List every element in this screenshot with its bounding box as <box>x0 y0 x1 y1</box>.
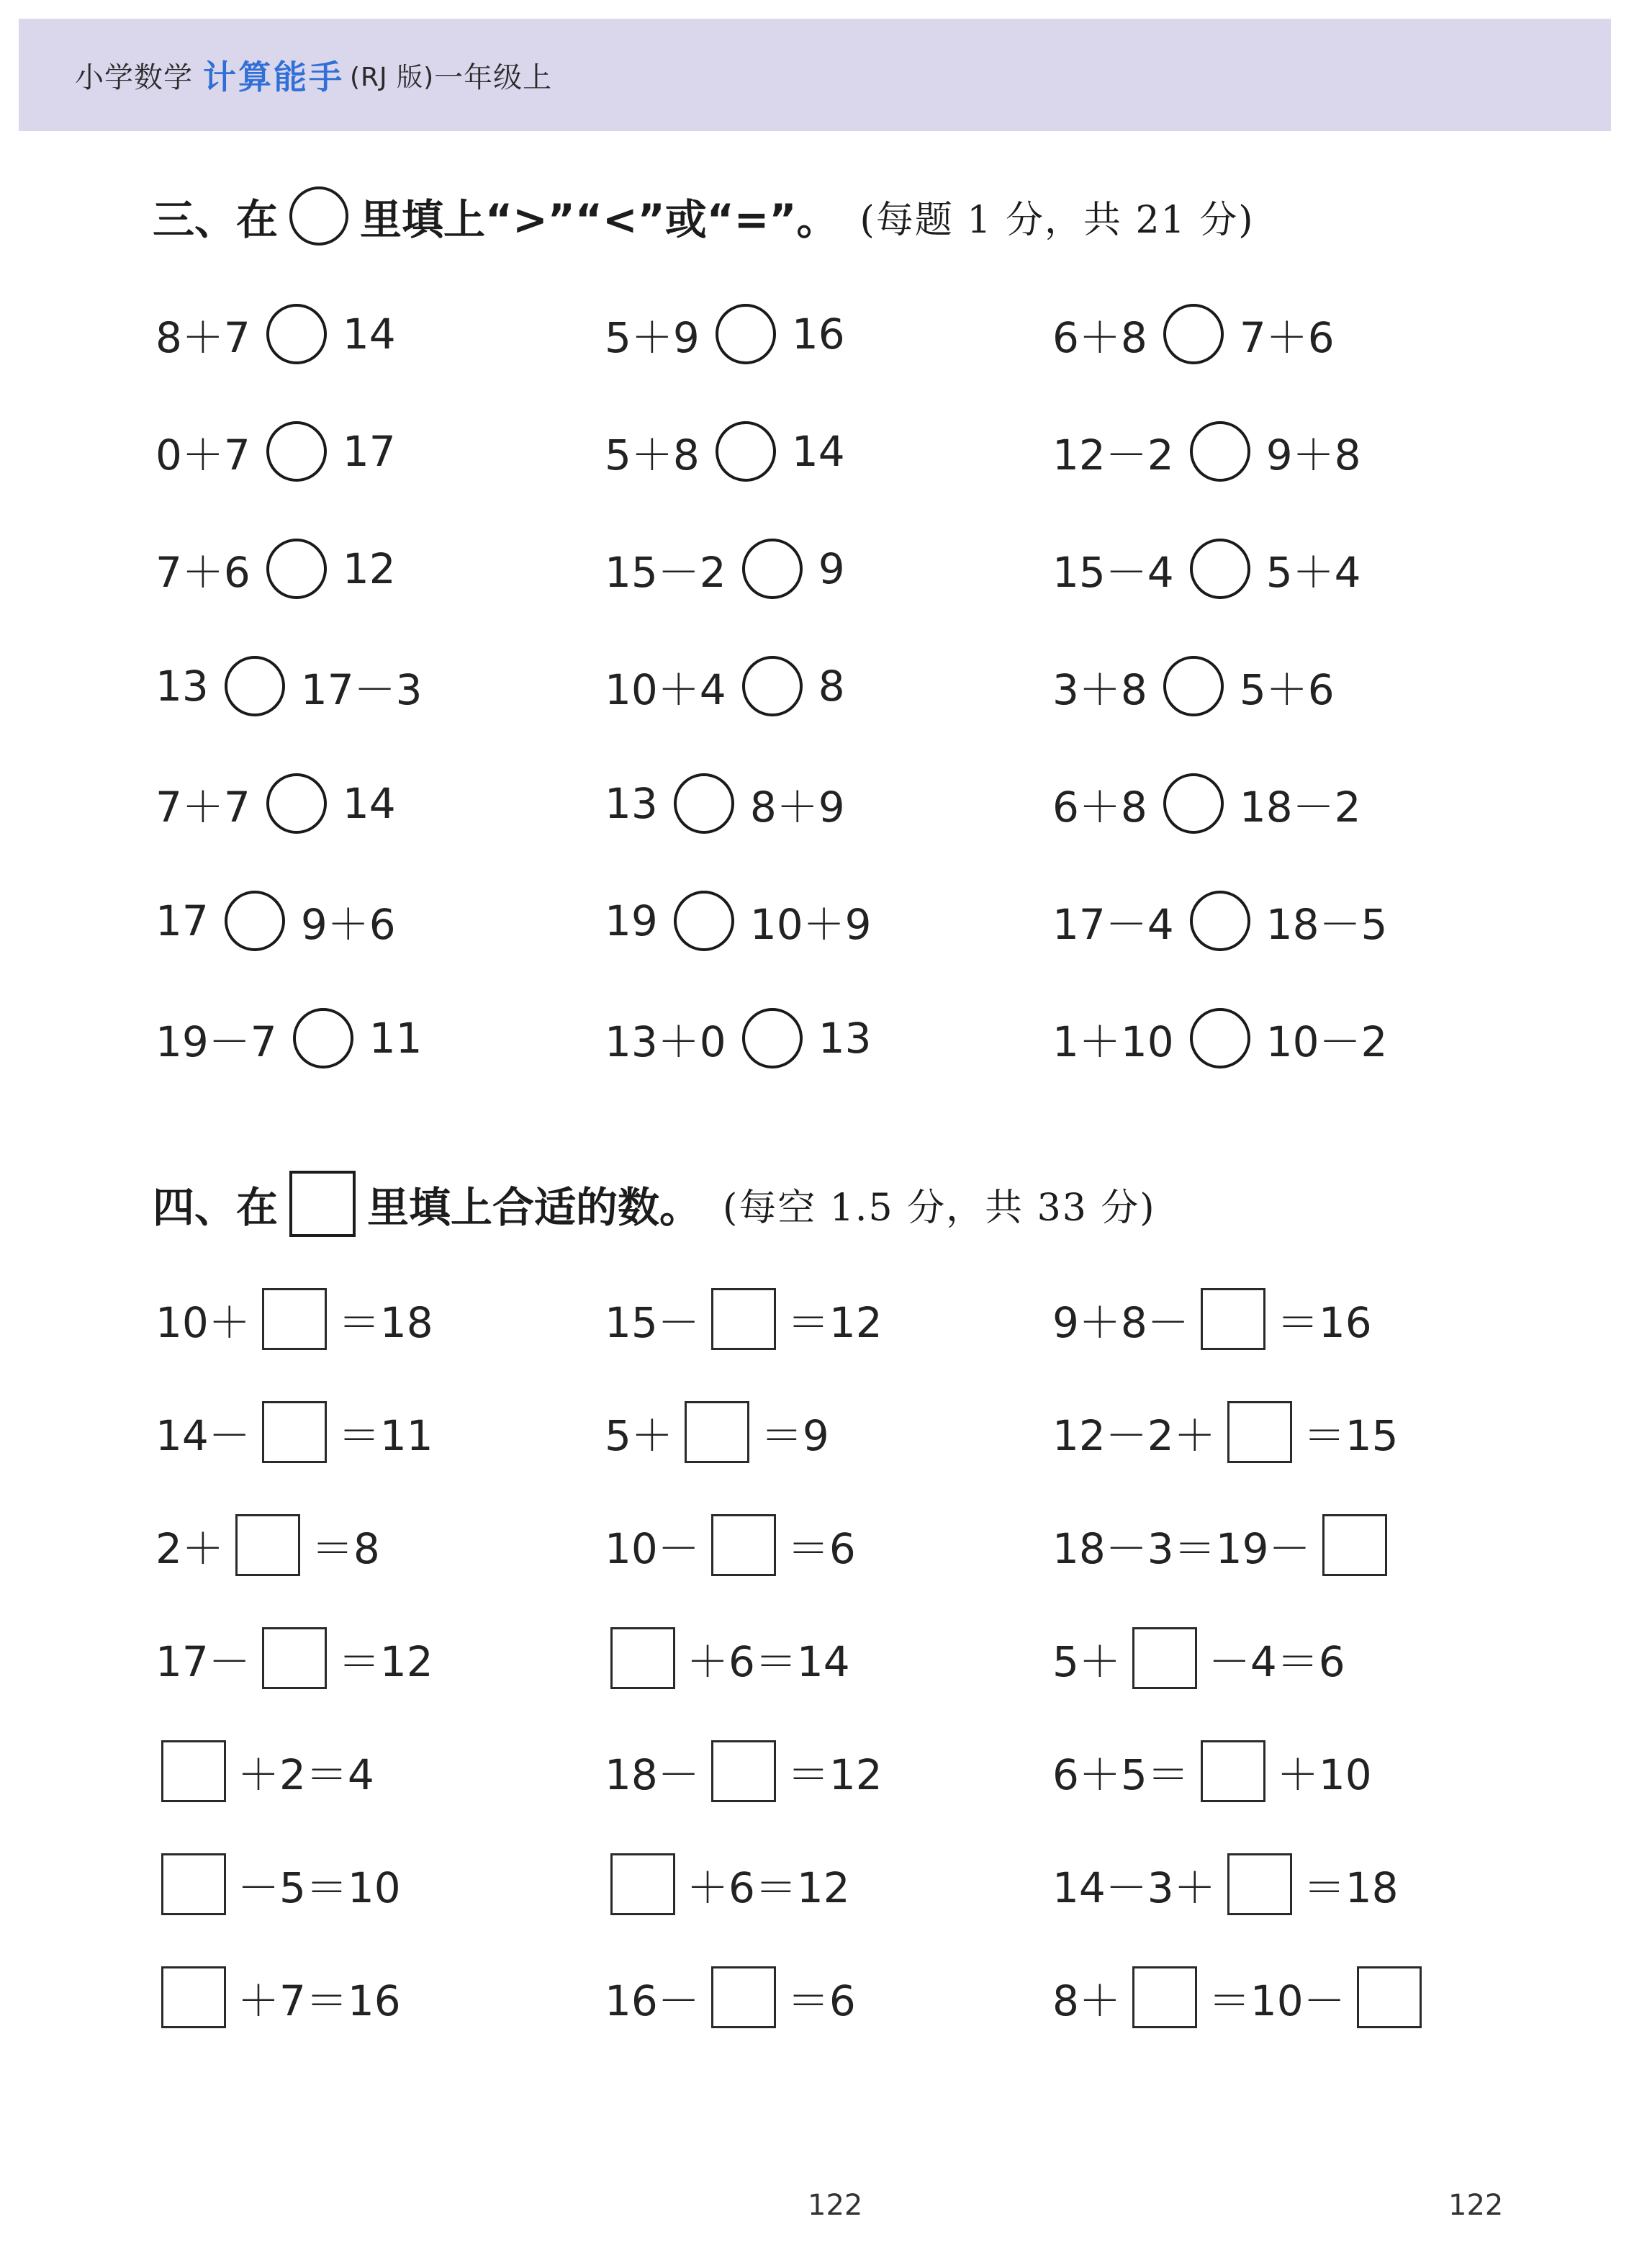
problem-row <box>0 1961 1629 2033</box>
problem-row <box>0 1283 1629 1355</box>
left-expression: 17 <box>155 896 209 945</box>
fill-problem <box>1050 1509 1396 1581</box>
expression-text: 17－ <box>155 1637 251 1686</box>
left-expression: 13＋0 <box>605 1017 726 1066</box>
expression-text: ＝18 <box>338 1298 433 1347</box>
compare-problem <box>153 1002 425 1074</box>
answer-circle[interactable] <box>742 539 803 599</box>
answer-circle[interactable] <box>1163 773 1224 834</box>
expression-text: 10－ <box>605 1524 700 1573</box>
left-expression: 6＋8 <box>1052 783 1147 832</box>
right-expression: 18－5 <box>1265 900 1388 949</box>
header-grade: 一年级上 <box>434 60 553 94</box>
answer-box[interactable] <box>610 1853 675 1915</box>
right-expression: 18－2 <box>1239 783 1361 832</box>
answer-box[interactable] <box>161 1966 226 2028</box>
answer-circle[interactable] <box>1190 421 1250 482</box>
expression-text: 9＋8－ <box>1052 1298 1189 1347</box>
compare-problem <box>1050 1002 1390 1074</box>
section4-note: (每空 1.5 分，共 33 分) <box>723 1186 1156 1230</box>
problem-row <box>0 1002 1629 1074</box>
problem-row <box>0 298 1629 370</box>
fill-problem <box>153 1509 383 1581</box>
compare-problem <box>602 298 848 370</box>
answer-box[interactable] <box>262 1627 327 1689</box>
right-expression: 12 <box>342 544 396 593</box>
left-expression: 5＋8 <box>605 431 700 480</box>
left-expression: 19－7 <box>155 1017 277 1066</box>
answer-circle[interactable] <box>225 891 285 951</box>
expression-text: ＝6 <box>787 1976 856 2025</box>
answer-circle[interactable] <box>674 891 734 951</box>
fill-problem <box>602 1848 853 1920</box>
fill-problem <box>1050 1848 1402 1920</box>
problem-row <box>0 533 1629 605</box>
left-expression: 19 <box>605 896 658 945</box>
problem-row <box>0 1848 1629 1920</box>
circle-symbol-icon <box>289 186 348 246</box>
fill-problem <box>602 1961 859 2033</box>
left-expression: 15－2 <box>605 548 726 597</box>
right-expression: 11 <box>369 1014 423 1063</box>
answer-circle[interactable] <box>266 539 327 599</box>
section3-title-b: 里填上“>”“<”或“=”。 <box>360 195 839 244</box>
answer-circle[interactable] <box>1190 891 1250 951</box>
left-expression: 1＋10 <box>1052 1017 1174 1066</box>
header-prefix: 小学数学 <box>75 60 193 94</box>
expression-text: 16－ <box>605 1976 700 2025</box>
expression-text: ＝12 <box>787 1298 883 1347</box>
compare-problem <box>602 885 875 957</box>
problem-row <box>0 768 1629 840</box>
compare-problem <box>153 533 399 605</box>
expression-text: －5＝10 <box>238 1863 401 1912</box>
right-expression: 7＋6 <box>1239 313 1335 362</box>
answer-box[interactable] <box>1227 1853 1292 1915</box>
compare-problem <box>602 415 848 487</box>
fill-problem <box>153 1848 404 1920</box>
section3-title-a: 三、在 <box>153 195 279 244</box>
expression-text: ＋6＝14 <box>687 1637 850 1686</box>
section4-title-b: 里填上合适的数。 <box>367 1183 702 1232</box>
answer-box[interactable] <box>1357 1966 1422 2028</box>
expression-text: ＋6＝12 <box>687 1863 850 1912</box>
expression-text: ＋2＝4 <box>238 1750 374 1799</box>
answer-box[interactable] <box>711 1740 776 1802</box>
fill-problem <box>602 1396 832 1468</box>
expression-text: 5＋ <box>605 1411 673 1460</box>
compare-problem <box>1050 533 1364 605</box>
left-expression: 17－4 <box>1052 900 1174 949</box>
expression-text: ＝18 <box>1303 1863 1399 1912</box>
answer-box[interactable] <box>262 1288 327 1350</box>
expression-text: ＝10－ <box>1208 1976 1345 2025</box>
answer-box[interactable] <box>711 1966 776 2028</box>
expression-text: ＝6 <box>787 1524 856 1573</box>
left-expression: 13 <box>155 662 209 711</box>
expression-text: ＝12 <box>787 1750 883 1799</box>
fill-problem <box>1050 1283 1375 1355</box>
answer-box[interactable] <box>610 1627 675 1689</box>
left-expression: 6＋8 <box>1052 313 1147 362</box>
expression-text: ＋7＝16 <box>238 1976 401 2025</box>
answer-circle[interactable] <box>674 773 734 834</box>
expression-text: ＝15 <box>1303 1411 1399 1460</box>
right-expression: 17－3 <box>300 665 423 714</box>
fill-problem <box>602 1735 885 1807</box>
section3-note: (每题 1 分，共 21 分) <box>859 198 1255 242</box>
section4-title <box>153 1171 1156 1237</box>
expression-text: 5＋ <box>1052 1637 1121 1686</box>
left-expression: 7＋6 <box>155 548 251 597</box>
expression-text: 12－2＋ <box>1052 1411 1216 1460</box>
compare-problem <box>602 533 848 605</box>
problem-row <box>0 1396 1629 1468</box>
answer-box[interactable] <box>711 1288 776 1350</box>
answer-box[interactable] <box>262 1401 327 1463</box>
problem-row <box>0 1735 1629 1807</box>
expression-text: ＋10 <box>1276 1750 1372 1799</box>
right-expression: 10－2 <box>1265 1017 1388 1066</box>
header-brand: 计算能手 <box>203 58 344 96</box>
expression-text: 18－3＝19－ <box>1052 1524 1311 1573</box>
answer-box[interactable] <box>1322 1514 1387 1576</box>
page-number: 122 <box>808 2189 863 2222</box>
expression-text: ＝9 <box>760 1411 829 1460</box>
expression-text: ＝12 <box>338 1637 433 1686</box>
fill-problem <box>1050 1396 1402 1468</box>
expression-text: 14－3＋ <box>1052 1863 1216 1912</box>
left-expression: 5＋9 <box>605 313 700 362</box>
fill-problem <box>153 1396 436 1468</box>
compare-problem <box>602 1002 875 1074</box>
left-expression: 8＋7 <box>155 313 251 362</box>
problem-row <box>0 650 1629 722</box>
problem-row <box>0 1509 1629 1581</box>
answer-circle[interactable] <box>1190 1008 1250 1068</box>
answer-box[interactable] <box>685 1401 749 1463</box>
answer-box[interactable] <box>1227 1401 1292 1463</box>
expression-text: 6＋5＝ <box>1052 1750 1189 1799</box>
right-expression: 9 <box>818 544 845 593</box>
answer-circle[interactable] <box>266 773 327 834</box>
problem-row <box>0 1622 1629 1694</box>
left-expression: 0＋7 <box>155 431 251 480</box>
compare-problem <box>153 298 399 370</box>
compare-problem <box>1050 768 1364 840</box>
box-symbol-icon <box>289 1171 356 1237</box>
left-expression: 13 <box>605 779 658 828</box>
compare-problem <box>1050 298 1337 370</box>
answer-box[interactable] <box>1132 1627 1197 1689</box>
right-expression: 16 <box>791 310 845 359</box>
answer-circle[interactable] <box>1163 656 1224 716</box>
page-header <box>19 19 1611 131</box>
compare-problem <box>153 768 399 840</box>
section4-title-a: 四、在 <box>153 1183 279 1232</box>
right-expression: 5＋6 <box>1239 665 1335 714</box>
compare-problem <box>602 650 848 722</box>
answer-box[interactable] <box>711 1514 776 1576</box>
fill-problem <box>1050 1961 1430 2033</box>
answer-box[interactable] <box>1201 1288 1265 1350</box>
right-expression: 8＋9 <box>749 783 845 832</box>
answer-circle[interactable] <box>293 1008 353 1068</box>
answer-circle[interactable] <box>716 304 776 364</box>
answer-circle[interactable] <box>266 304 327 364</box>
compare-problem <box>602 768 848 840</box>
compare-problem <box>1050 650 1337 722</box>
compare-problem <box>153 650 425 722</box>
fill-problem <box>1050 1622 1348 1694</box>
compare-problem <box>153 415 399 487</box>
fill-problem <box>602 1622 853 1694</box>
left-expression: 3＋8 <box>1052 665 1147 714</box>
right-expression: 9＋6 <box>300 900 396 949</box>
answer-box[interactable] <box>161 1740 226 1802</box>
answer-circle[interactable] <box>1163 304 1224 364</box>
expression-text: ＝8 <box>311 1524 380 1573</box>
expression-text: 18－ <box>605 1750 700 1799</box>
right-expression: 9＋8 <box>1265 431 1361 480</box>
answer-circle[interactable] <box>742 1008 803 1068</box>
answer-box[interactable] <box>1201 1740 1265 1802</box>
right-expression: 5＋4 <box>1265 548 1361 597</box>
right-expression: 13 <box>818 1014 872 1063</box>
right-expression: 8 <box>818 662 845 711</box>
fill-problem <box>602 1283 885 1355</box>
expression-text: 15－ <box>605 1298 700 1347</box>
page-number-corner: 122 <box>1448 2189 1504 2222</box>
answer-box[interactable] <box>161 1853 226 1915</box>
fill-problem <box>153 1735 377 1807</box>
right-expression: 14 <box>342 779 396 828</box>
answer-circle[interactable] <box>742 656 803 716</box>
expression-text: 10＋ <box>155 1298 251 1347</box>
left-expression: 15－4 <box>1052 548 1174 597</box>
fill-problem <box>1050 1735 1375 1807</box>
compare-problem <box>153 885 399 957</box>
left-expression: 12－2 <box>1052 431 1174 480</box>
fill-problem <box>153 1622 436 1694</box>
answer-circle[interactable] <box>1190 539 1250 599</box>
right-expression: 10＋9 <box>749 900 872 949</box>
fill-problem <box>153 1283 436 1355</box>
expression-text: －4＝6 <box>1208 1637 1345 1686</box>
right-expression: 14 <box>791 427 845 476</box>
answer-circle[interactable] <box>225 656 285 716</box>
expression-text: 8＋ <box>1052 1976 1121 2025</box>
answer-box[interactable] <box>1132 1966 1197 2028</box>
fill-problem <box>153 1961 404 2033</box>
left-expression: 7＋7 <box>155 783 251 832</box>
right-expression: 14 <box>342 310 396 359</box>
section3-title <box>153 186 1254 246</box>
expression-text: ＝11 <box>338 1411 433 1460</box>
answer-circle[interactable] <box>716 421 776 482</box>
problem-row <box>0 885 1629 957</box>
right-expression: 17 <box>342 427 396 476</box>
expression-text: 2＋ <box>155 1524 224 1573</box>
answer-circle[interactable] <box>266 421 327 482</box>
expression-text: 14－ <box>155 1411 251 1460</box>
compare-problem <box>1050 415 1364 487</box>
header-edition: (RJ 版) <box>350 62 435 92</box>
answer-box[interactable] <box>235 1514 300 1576</box>
problem-row <box>0 415 1629 487</box>
left-expression: 10＋4 <box>605 665 726 714</box>
fill-problem <box>602 1509 859 1581</box>
expression-text: ＝16 <box>1276 1298 1372 1347</box>
compare-problem <box>1050 885 1390 957</box>
